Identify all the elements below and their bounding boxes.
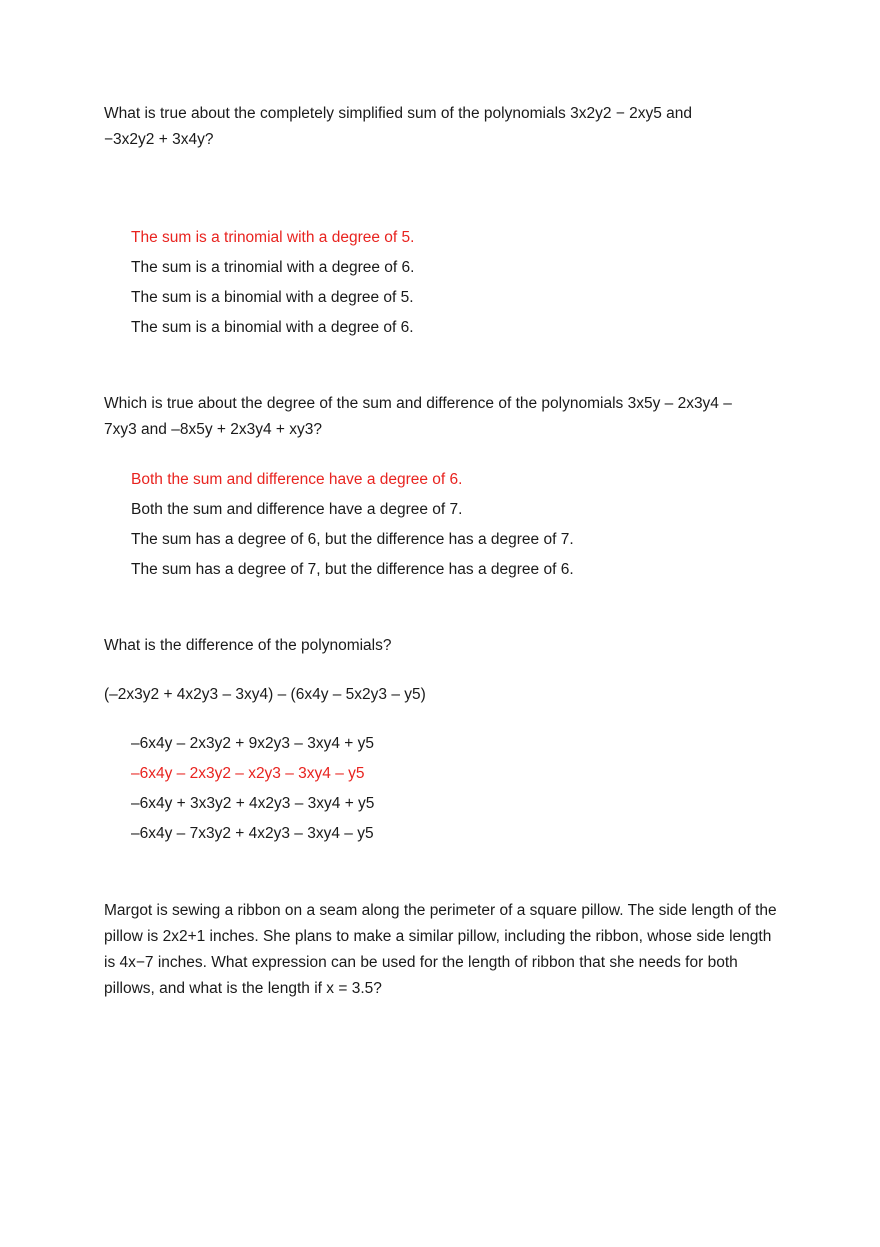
- question-2-text-and: and: [136, 421, 172, 438]
- question-2-options: [131, 470, 574, 590]
- question-2-text: Which is true about the degree of the sum and difference of the polynomials: [104, 395, 628, 412]
- answer-option[interactable]: The sum is a binomial with a degree of 6.: [131, 319, 414, 336]
- answer-option[interactable]: Both the sum and difference have a degree of 7.: [131, 501, 463, 518]
- answer-option-correct[interactable]: The sum is a trinomial with a degree of 5.: [131, 229, 415, 246]
- answer-option[interactable]: –6x4y + 3x3y2 + 4x2y3 – 3xy4 + y5: [131, 795, 375, 812]
- question-3-options: [131, 734, 374, 854]
- question-4-question-mark: ?: [373, 980, 382, 997]
- answer-option[interactable]: –6x4y – 2x3y2 + 9x2y3 – 3xy4 + y5: [131, 735, 374, 752]
- question-2-polynomial-b: –8x5y + 2x3y4 + xy3: [171, 421, 314, 438]
- question-2-polynomial-a-cont: 7xy3: [104, 421, 137, 438]
- question-1-options: [131, 228, 414, 348]
- answer-option-correct[interactable]: –6x4y – 2x3y2 – x2y3 – 3xy4 – y5: [131, 765, 365, 782]
- answer-option[interactable]: –6x4y – 7x3y2 + 4x2y3 – 3xy4 – y5: [131, 825, 374, 842]
- question-1: [104, 101, 784, 153]
- question-2: [104, 391, 784, 443]
- question-4-expression-c: x = 3.5: [326, 980, 374, 997]
- question-1-text-and: and: [661, 105, 693, 122]
- answer-option[interactable]: The sum has a degree of 6, but the difference has a degree of 7.: [131, 531, 574, 548]
- question-1-polynomial-b: −3x2y2 + 3x4y: [104, 131, 205, 148]
- question-2-question-mark: ?: [313, 421, 323, 438]
- question-1-text: What is true about the completely simplified sum of the polynomials: [104, 105, 571, 122]
- question-3-expression: (–2x3y2 + 4x2y3 – 3xy4) – (6x4y – 5x2y3 – y5): [104, 686, 426, 703]
- question-4: [104, 898, 784, 1002]
- question-1-polynomial-a: 3x2y2 − 2xy5: [570, 105, 662, 122]
- answer-option[interactable]: The sum is a trinomial with a degree of 6.: [131, 259, 415, 276]
- answer-option-correct[interactable]: Both the sum and difference have a degree of 6.: [131, 471, 463, 488]
- answer-option[interactable]: The sum has a degree of 7, but the difference has a degree of 6.: [131, 561, 574, 578]
- question-4-text-c: inches. What expression can be used for the length of ribbon that she needs for both pillows, and what is the length if: [104, 954, 738, 997]
- question-1-question-mark: ?: [204, 131, 214, 148]
- question-4-expression-a: 2x2+1: [162, 928, 206, 945]
- question-2-polynomial-a: 3x5y – 2x3y4 –: [627, 395, 732, 412]
- question-4-expression-b: 4x−7: [119, 954, 154, 971]
- question-4-text-a: Margot is sewing a ribbon on a seam along the perimeter of a square pillow. The side length of the pillow is: [104, 902, 777, 945]
- question-4-text-b: inches. She plans to make a similar pillow, including the ribbon, whose side length is: [104, 928, 772, 971]
- answer-option[interactable]: The sum is a binomial with a degree of 5.: [131, 289, 414, 306]
- question-3: What is the difference of the polynomials?: [104, 637, 392, 654]
